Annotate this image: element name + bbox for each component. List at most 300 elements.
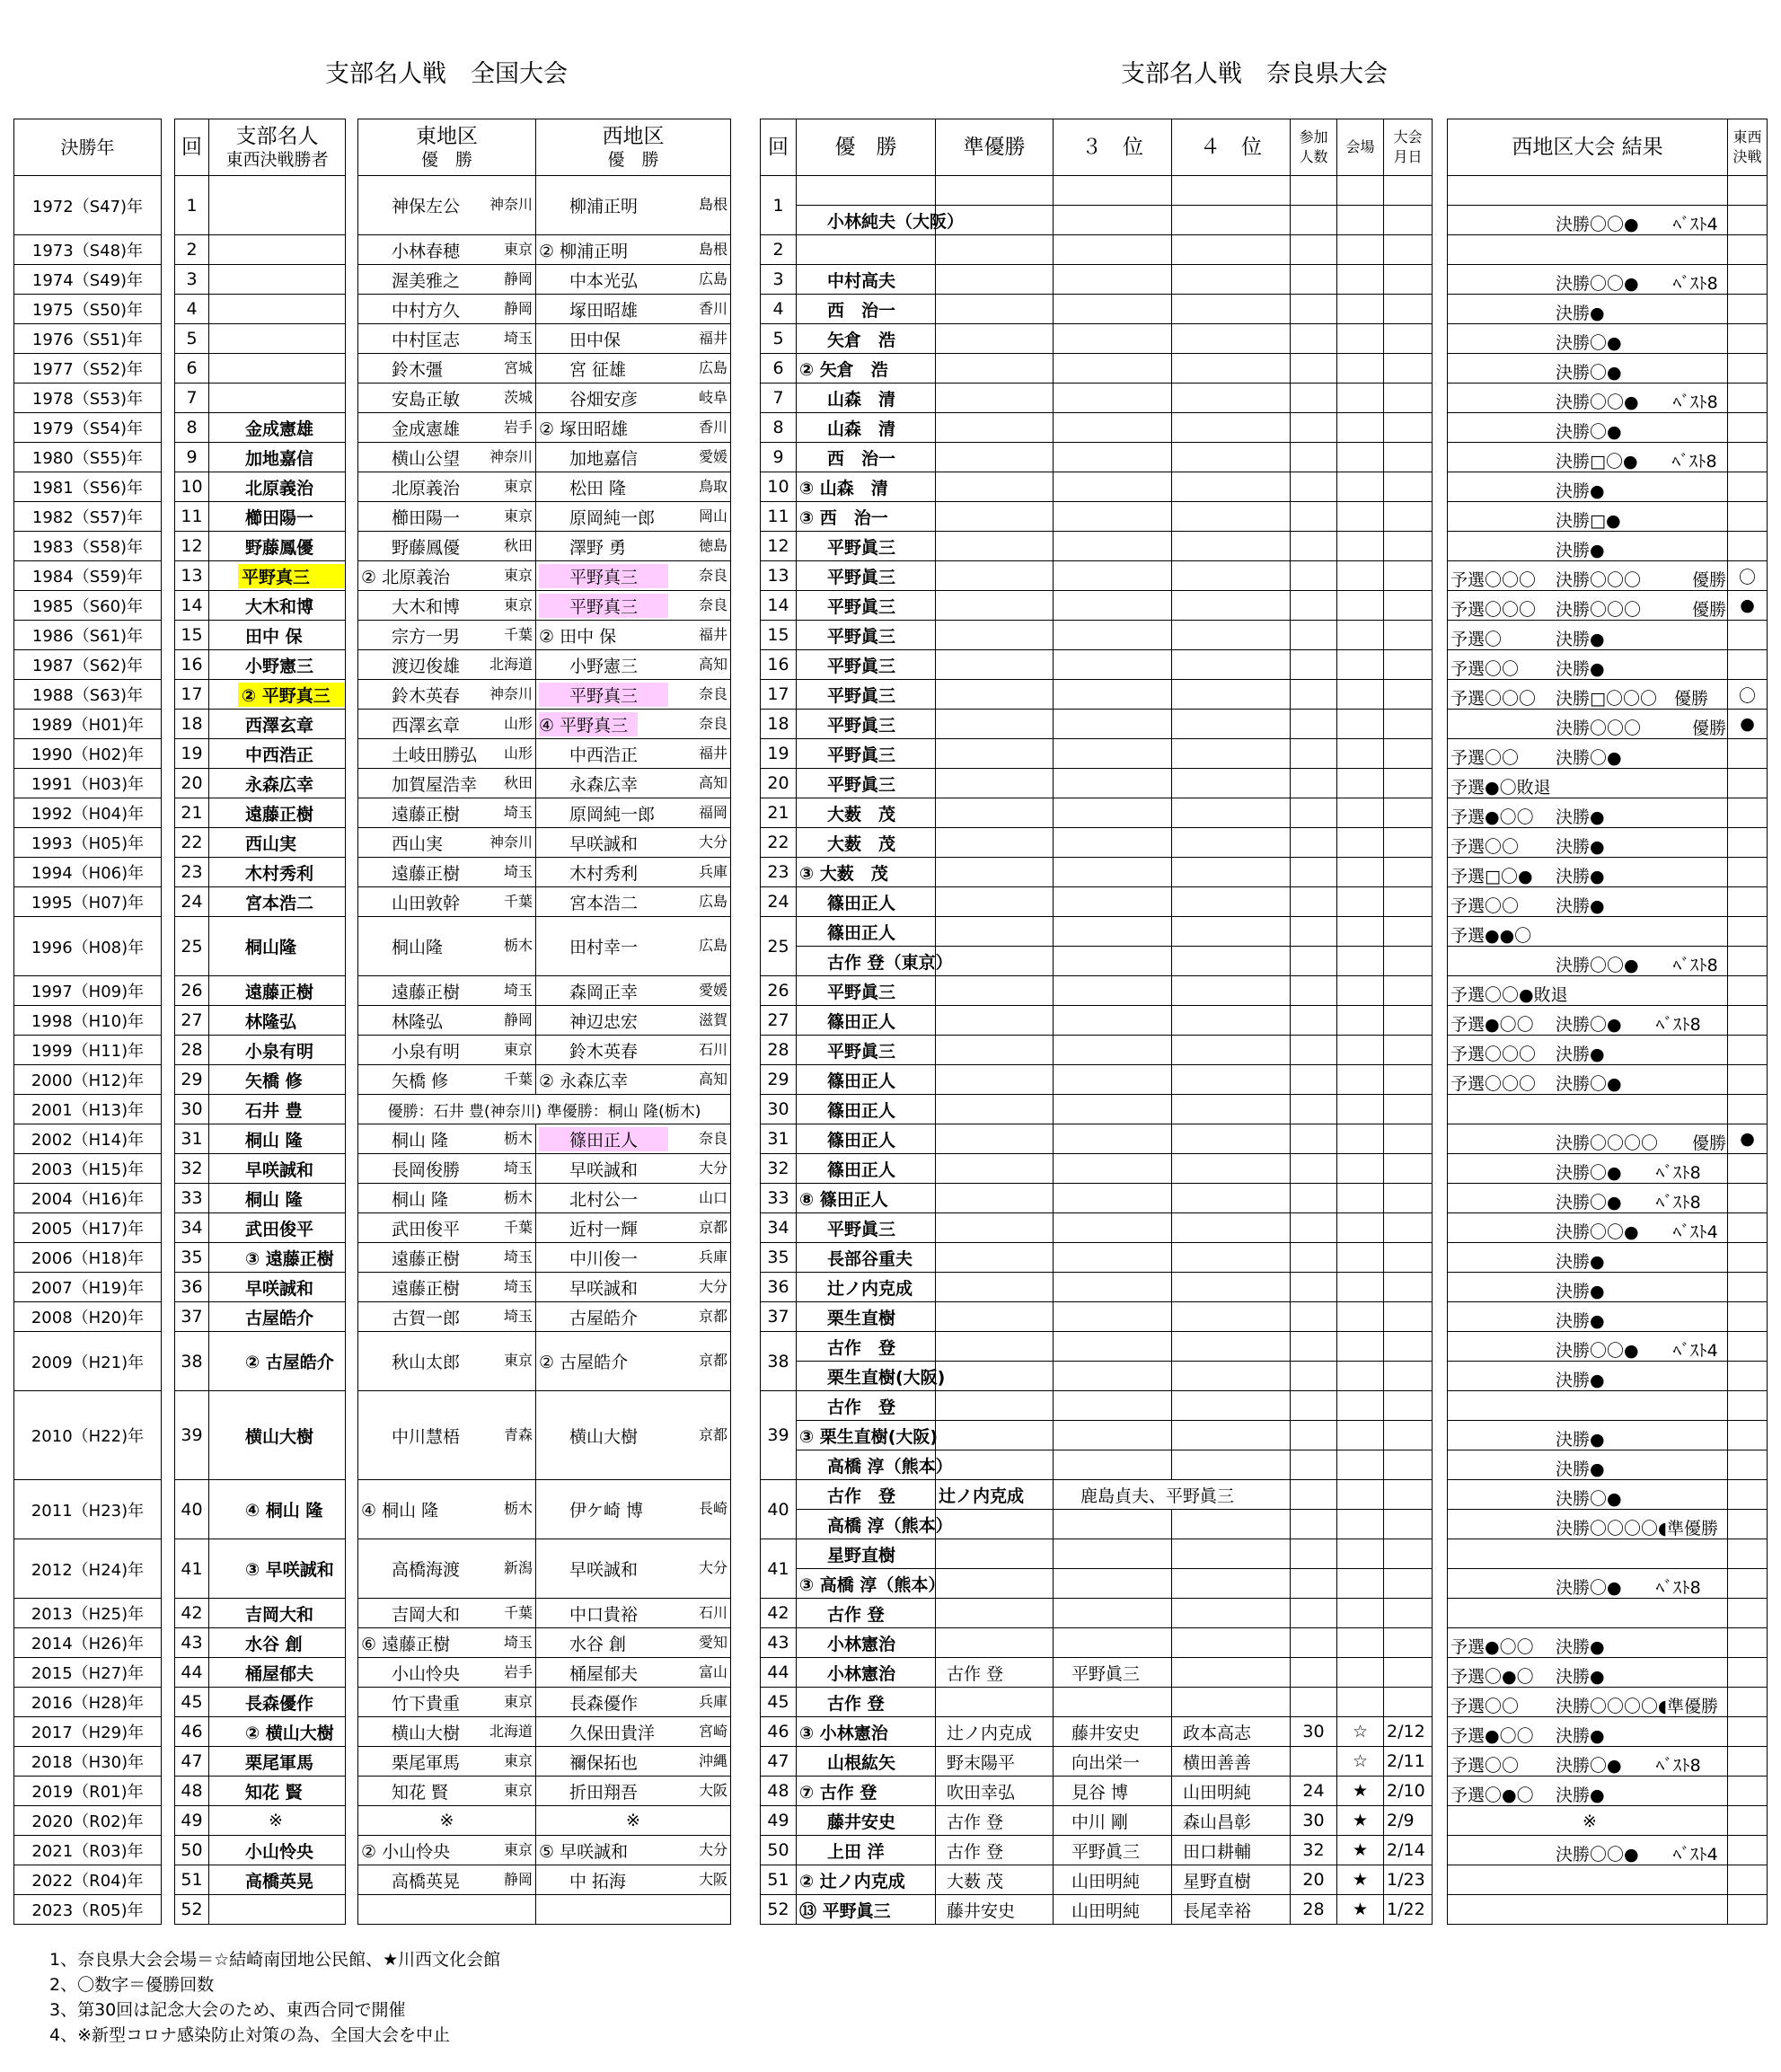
nara-date	[1384, 1391, 1433, 1421]
west-winner: 早咲誠和	[569, 833, 639, 854]
prefecture: 大分	[698, 1559, 727, 1576]
west-winner-cell	[536, 917, 731, 976]
prefecture: 東京	[503, 1840, 533, 1858]
year-cell: 2000（H12)年	[14, 1065, 162, 1095]
nara-winner: 篠田正人	[797, 1006, 936, 1036]
nara-runner-up	[936, 710, 1054, 739]
year-cell: 1974（S49)年	[14, 265, 162, 295]
west-winner: 桶屋郁夫	[569, 1663, 639, 1684]
prefecture: 奈良	[698, 1129, 727, 1147]
meijin-name: 遠藤正樹	[245, 804, 314, 824]
nara-date	[1384, 1332, 1433, 1362]
prefecture: 栃木	[503, 937, 533, 954]
east-west-final-cell	[1728, 769, 1768, 798]
nara-participants	[1291, 206, 1337, 235]
west-result-cell	[1448, 680, 1728, 710]
east-winner-cell	[358, 680, 536, 710]
prefecture: 千葉	[503, 892, 533, 910]
west-result-cell	[1448, 413, 1728, 443]
year-cell: 2019（R01)年	[14, 1777, 162, 1806]
year-cell: 1988（S63)年	[14, 680, 162, 710]
final-result: 決勝●	[1556, 807, 1605, 827]
nara-winner: 矢倉 浩	[797, 324, 936, 354]
west-result-cell	[1448, 1865, 1728, 1895]
east-winner: 金成憲雄	[392, 419, 461, 439]
year-cell: 1979（S54)年	[14, 413, 162, 443]
meijin-name: 平野真三	[238, 564, 344, 588]
meijin-cell	[209, 1688, 346, 1717]
kai-cell: 41	[175, 1539, 209, 1599]
nara-date	[1384, 828, 1433, 858]
nara-winner: 長部谷重夫	[797, 1243, 936, 1273]
west-winner-cell	[536, 710, 731, 739]
nara-venue	[1337, 1569, 1384, 1599]
east-winner: 渡辺俊雄	[392, 656, 461, 676]
nara-winner: ③ 西 治一	[797, 502, 936, 532]
nara-participants	[1291, 1124, 1337, 1154]
meijin-cell	[209, 532, 346, 561]
prefecture: 石川	[698, 1040, 727, 1058]
nara-third: 平野眞三	[1054, 1836, 1172, 1865]
final-result: 決勝●	[1556, 1371, 1605, 1390]
meijin-name: 桐山隆	[245, 938, 297, 957]
prefecture: 埼玉	[503, 1307, 533, 1325]
nara-participants	[1291, 917, 1337, 947]
header-year	[14, 119, 162, 176]
kai-cell: 8	[175, 413, 209, 443]
prefecture: 静岡	[503, 1870, 533, 1888]
nara-third	[1054, 1006, 1172, 1036]
nara-venue	[1337, 947, 1384, 976]
west-winner-cell	[536, 561, 731, 591]
west-result-cell	[1448, 1213, 1728, 1243]
west-winner: 小野憲三	[569, 656, 639, 676]
prefecture: 東京	[503, 1040, 533, 1058]
nara-kai-cell: 3	[761, 265, 797, 295]
meijin-cell	[209, 769, 346, 798]
nara-date	[1384, 976, 1433, 1006]
nara-winner: 平野眞三	[797, 591, 936, 621]
nara-fourth: 星野直樹	[1172, 1865, 1291, 1895]
meijin-name: 石井 豊	[245, 1100, 303, 1121]
kai-cell: 30	[175, 1095, 209, 1124]
nara-winner: ③ 小林憲治	[797, 1717, 936, 1747]
nara-third	[1054, 472, 1172, 502]
nara-third: 平野眞三	[1054, 1658, 1172, 1688]
prefecture: 鳥取	[698, 477, 727, 495]
east-west-table	[357, 119, 731, 1925]
nara-runner-up	[936, 1095, 1054, 1124]
nara-third	[1054, 1302, 1172, 1332]
year-cell: 2022（R04)年	[14, 1865, 162, 1895]
east-winner: 北原義治	[392, 478, 461, 498]
final-result: 決勝〇●	[1556, 748, 1622, 768]
prefecture: 栃木	[503, 1129, 533, 1147]
east-west-final-cell	[1728, 1777, 1768, 1806]
prefecture: 奈良	[698, 566, 727, 584]
national-title: 支部名人戦 全国大会	[325, 60, 568, 88]
meijin-name: 中西浩正	[245, 745, 314, 765]
prefecture: 大阪	[698, 1870, 727, 1888]
nara-participants	[1291, 887, 1337, 917]
final-result: 決勝●	[1556, 304, 1605, 323]
nara-third	[1054, 1599, 1172, 1628]
nara-winner: 小林憲治	[797, 1658, 936, 1688]
prefecture: 滋賀	[698, 1010, 727, 1028]
nara-venue	[1337, 887, 1384, 917]
nara-kai-cell: 7	[761, 384, 797, 413]
nara-runner-up	[936, 1569, 1054, 1599]
nara-participants	[1291, 621, 1337, 650]
nara-winner: 篠田正人	[797, 1095, 936, 1124]
west-result-cell	[1448, 561, 1728, 591]
nara-winner	[797, 235, 936, 265]
preliminary-result: 予選●〇〇	[1450, 807, 1534, 827]
final-result: 決勝〇〇〇〇◖準優勝	[1556, 1519, 1719, 1539]
nara-runner-up	[936, 1510, 1054, 1539]
east-west-final-cell	[1728, 1243, 1768, 1273]
nara-kai-cell: 25	[761, 917, 797, 976]
west-winner-cell	[536, 1747, 731, 1777]
east-winner: 安島正敏	[392, 389, 461, 410]
east-winner-cell	[358, 1747, 536, 1777]
west-winner: 近村一輝	[569, 1219, 639, 1239]
footnote: 2、〇数字＝優勝回数	[49, 1975, 215, 1995]
meijin-name: 西澤玄章	[245, 715, 314, 736]
nara-venue	[1337, 917, 1384, 947]
nara-winner: 小林純夫（大阪）	[797, 206, 936, 235]
nara-fourth	[1172, 1065, 1291, 1095]
nara-participants	[1291, 1480, 1337, 1510]
west-winner-cell	[536, 1806, 731, 1836]
nara-participants	[1291, 1391, 1337, 1421]
nara-venue	[1337, 324, 1384, 354]
nara-date	[1384, 324, 1433, 354]
meijin-cell	[209, 680, 346, 710]
nara-winner: 篠田正人	[797, 887, 936, 917]
west-winner	[539, 1900, 569, 1919]
nara-runner-up	[936, 739, 1054, 769]
nara-runner-up: 古作 登	[936, 1806, 1054, 1836]
east-winner-cell	[358, 235, 536, 265]
nara-fourth	[1172, 710, 1291, 739]
east-winner-cell	[358, 1391, 536, 1480]
nara-kai-cell: 8	[761, 413, 797, 443]
east-winner: ④ 桐山 隆	[361, 1501, 439, 1521]
east-west-final-cell	[1728, 295, 1768, 324]
east-winner-cell	[358, 739, 536, 769]
kai-cell: 27	[175, 1006, 209, 1036]
west-result-cell	[1448, 384, 1728, 413]
nara-fourth	[1172, 176, 1291, 206]
nara-date	[1384, 1095, 1433, 1124]
east-winner: 加賀屋浩幸	[392, 774, 478, 795]
west-winner: 篠田正人	[539, 1127, 668, 1151]
prefecture: 石川	[698, 1603, 727, 1621]
nara-venue	[1337, 1213, 1384, 1243]
nara-venue	[1337, 561, 1384, 591]
nara-runner-up	[936, 1421, 1054, 1450]
nara-participants	[1291, 384, 1337, 413]
east-west-final-cell	[1728, 1065, 1768, 1095]
west-winner: ② 古屋皓介	[539, 1353, 629, 1372]
nara-date	[1384, 1184, 1433, 1213]
meijin-name: 林隆弘	[245, 1011, 297, 1032]
nara-third	[1054, 947, 1172, 976]
prefecture: 千葉	[503, 1603, 533, 1621]
nara-venue	[1337, 1421, 1384, 1450]
meijin-cell	[209, 917, 346, 976]
prefecture: 神奈川	[489, 447, 533, 465]
prefecture: 福岡	[698, 803, 727, 821]
east-winner: 西山実	[392, 833, 444, 854]
nara-fourth	[1172, 1124, 1291, 1154]
nara-runner-up	[936, 650, 1054, 680]
nara-kai-cell: 48	[761, 1777, 797, 1806]
nara-winner: 西 治一	[797, 443, 936, 472]
nara-date	[1384, 1273, 1433, 1302]
prefecture: 東京	[503, 595, 533, 613]
nara-date	[1384, 413, 1433, 443]
nara-runner-up	[936, 324, 1054, 354]
east-winner: 小山怜央	[392, 1663, 461, 1684]
meijin-cell	[209, 1747, 346, 1777]
final-result: ※	[1583, 1812, 1597, 1831]
nara-fourth: 山田明純	[1172, 1777, 1291, 1806]
preliminary-result: 予選〇〇	[1450, 659, 1520, 679]
year-cell: 1981（S56)年	[14, 472, 162, 502]
east-winner-cell	[358, 1599, 536, 1628]
west-result-table	[1447, 119, 1768, 1925]
meijin-name: 櫛田陽一	[245, 507, 314, 528]
west-winner-cell	[536, 413, 731, 443]
nara-participants	[1291, 235, 1337, 265]
year-cell: 2007（H19)年	[14, 1273, 162, 1302]
nara-third	[1054, 561, 1172, 591]
nara-third	[1054, 1184, 1172, 1213]
east-winner-cell	[358, 976, 536, 1006]
kai-cell: 25	[175, 917, 209, 976]
west-winner: ② 塚田昭雄	[539, 419, 629, 439]
nara-fourth	[1172, 769, 1291, 798]
west-winner-cell	[536, 472, 731, 502]
header-runner-up	[936, 119, 1054, 176]
nara-runner-up	[936, 472, 1054, 502]
nara-participants	[1291, 176, 1337, 206]
nara-participants	[1291, 1688, 1337, 1717]
nara-winner: 篠田正人	[797, 1065, 936, 1095]
nara-venue	[1337, 739, 1384, 769]
year-cell: 2005（H17)年	[14, 1213, 162, 1243]
meijin-cell	[209, 384, 346, 413]
prefecture: 山形	[503, 744, 533, 762]
kai-cell: 31	[175, 1124, 209, 1154]
east-winner-cell	[358, 1006, 536, 1036]
header-west-label: 西地区	[602, 125, 665, 148]
east-west-final-cell	[1728, 1213, 1768, 1243]
final-result: 決勝〇〇● ﾍﾞｽﾄ4	[1556, 1222, 1718, 1242]
nara-third	[1054, 739, 1172, 769]
footnote: 4、※新型コロナ感染防止対策の為、全国大会を中止	[49, 2025, 451, 2045]
year-cell: 2017（H29)年	[14, 1717, 162, 1747]
nara-date	[1384, 1243, 1433, 1273]
meijin-cell	[209, 621, 346, 650]
prefecture: 東京	[503, 566, 533, 584]
nara-third	[1054, 1095, 1172, 1124]
year-cell: 1991（H03)年	[14, 769, 162, 798]
nara-participants	[1291, 354, 1337, 384]
kai-cell: 26	[175, 976, 209, 1006]
nara-kai-cell: 31	[761, 1124, 797, 1154]
nara-participants	[1291, 1628, 1337, 1658]
nara-third	[1054, 650, 1172, 680]
west-result-cell	[1448, 1124, 1728, 1154]
final-result: 決勝□〇● ﾍﾞｽﾄ8	[1556, 452, 1717, 472]
nara-date	[1384, 769, 1433, 798]
east-winner: 遠藤正樹	[392, 1248, 461, 1269]
nara-kai-cell: 4	[761, 295, 797, 324]
east-west-final-cell	[1728, 413, 1768, 443]
nara-third	[1054, 354, 1172, 384]
nara-participants	[1291, 443, 1337, 472]
nara-date	[1384, 502, 1433, 532]
east-west-final-cell	[1728, 1688, 1768, 1717]
east-winner: 櫛田陽一	[392, 507, 461, 528]
east-winner-cell	[358, 1065, 536, 1095]
kai-cell: 19	[175, 739, 209, 769]
header-venue-label: 会場	[1345, 138, 1375, 155]
west-winner-cell	[536, 798, 731, 828]
west-result-cell	[1448, 1302, 1728, 1332]
meijin-cell	[209, 1184, 346, 1213]
nara-kai-cell: 16	[761, 650, 797, 680]
prefecture: 香川	[698, 299, 727, 317]
east-west-final-cell	[1728, 1865, 1768, 1895]
nara-winner: 篠田正人	[797, 1154, 936, 1184]
nara-fourth	[1172, 443, 1291, 472]
east-winner: 栗尾軍馬	[392, 1752, 461, 1773]
meijin-name: 知花 賢	[245, 1782, 303, 1803]
east-winner: 秋山太郎	[392, 1353, 461, 1372]
west-result-cell	[1448, 1747, 1728, 1777]
nara-date	[1384, 680, 1433, 710]
west-winner: 古屋皓介	[569, 1308, 639, 1328]
nara-participants	[1291, 680, 1337, 710]
meijin-name: 吉岡大和	[245, 1604, 314, 1625]
meijin-name: 水谷 創	[245, 1634, 303, 1654]
final-result: 決勝〇● ﾍﾞｽﾄ8	[1556, 1193, 1701, 1212]
east-west-final-cell	[1728, 1006, 1768, 1036]
nara-date: 1/22	[1384, 1895, 1433, 1925]
meijin-cell	[209, 1391, 346, 1480]
nara-winner: 古作 登	[797, 1391, 936, 1421]
nara-fourth	[1172, 1569, 1291, 1599]
nara-runner-up	[936, 1124, 1054, 1154]
nara-kai-cell: 39	[761, 1391, 797, 1480]
west-result-cell	[1448, 828, 1728, 858]
nara-venue	[1337, 1124, 1384, 1154]
east-west-final-cell	[1728, 502, 1768, 532]
nara-venue	[1337, 1510, 1384, 1539]
prefecture: 宮崎	[698, 1722, 727, 1740]
prefecture: 千葉	[503, 1218, 533, 1236]
west-winner-cell	[536, 828, 731, 858]
kai-cell: 29	[175, 1065, 209, 1095]
nara-runner-up: 古作 登	[936, 1658, 1054, 1688]
west-winner-cell	[536, 1036, 731, 1065]
nara-kai-cell: 44	[761, 1658, 797, 1688]
nara-kai-cell: 28	[761, 1036, 797, 1065]
nara-date	[1384, 1065, 1433, 1095]
nara-participants	[1291, 1065, 1337, 1095]
east-winner-cell	[358, 1243, 536, 1273]
west-winner-cell	[536, 1717, 731, 1747]
nara-third	[1054, 1065, 1172, 1095]
east-winner-cell	[358, 561, 536, 591]
west-winner: 田村幸一	[569, 938, 639, 957]
east-winner-cell	[358, 1717, 536, 1747]
nara-winner: ③ 山森 清	[797, 472, 936, 502]
east-winner: 桐山 隆	[392, 1189, 449, 1210]
preliminary-result: 予選〇〇〇	[1450, 689, 1537, 709]
meijin-name: 金成憲雄	[245, 419, 314, 439]
west-winner: 永森広幸	[569, 774, 639, 795]
east-west-final-cell	[1728, 1391, 1768, 1421]
east-west-final-cell	[1728, 858, 1768, 887]
nara-fourth	[1172, 1332, 1291, 1362]
nara-kai-cell: 27	[761, 1006, 797, 1036]
east-west-final-cell	[1728, 1184, 1768, 1213]
nara-participants	[1291, 1450, 1337, 1480]
nara-fourth: 田口耕輔	[1172, 1836, 1291, 1865]
year-cell: 1990（H02)年	[14, 739, 162, 769]
kai-cell: 35	[175, 1243, 209, 1273]
prefecture: 京都	[698, 1425, 727, 1443]
east-winner: 吉岡大和	[392, 1604, 461, 1625]
nara-runner-up	[936, 1036, 1054, 1065]
prefecture: 長崎	[698, 1500, 727, 1517]
nara-participants	[1291, 1213, 1337, 1243]
nara-third: 藤井安史	[1054, 1717, 1172, 1747]
west-result-cell	[1448, 1006, 1728, 1036]
nara-fourth	[1172, 1450, 1291, 1480]
nara-fourth	[1172, 976, 1291, 1006]
meijin-cell	[209, 887, 346, 917]
kai-cell: 45	[175, 1688, 209, 1717]
kai-cell: 4	[175, 295, 209, 324]
nara-third	[1054, 591, 1172, 621]
west-winner-cell	[536, 1243, 731, 1273]
west-winner-cell	[536, 1865, 731, 1895]
nara-date: 2/11	[1384, 1747, 1433, 1777]
nara-winner: 古作 登	[797, 1688, 936, 1717]
nara-winner: ⑦ 古作 登	[797, 1777, 936, 1806]
kai-cell: 15	[175, 621, 209, 650]
east-winner: 武田俊平	[392, 1219, 461, 1239]
nara-winner: 平野眞三	[797, 976, 936, 1006]
nara-fourth	[1172, 1213, 1291, 1243]
nara-venue	[1337, 1273, 1384, 1302]
preliminary-result: 予選〇●〇	[1450, 1667, 1534, 1687]
kai-cell: 6	[175, 354, 209, 384]
east-winner-cell	[358, 917, 536, 976]
meijin-name: ② 平野真三	[238, 683, 344, 707]
nara-third	[1054, 1124, 1172, 1154]
final-result: 決勝〇〇● ﾍﾞｽﾄ8	[1556, 956, 1718, 975]
nara-runner-up	[936, 265, 1054, 295]
east-winner: 横山公望	[392, 448, 461, 469]
meijin-cell	[209, 1124, 346, 1154]
